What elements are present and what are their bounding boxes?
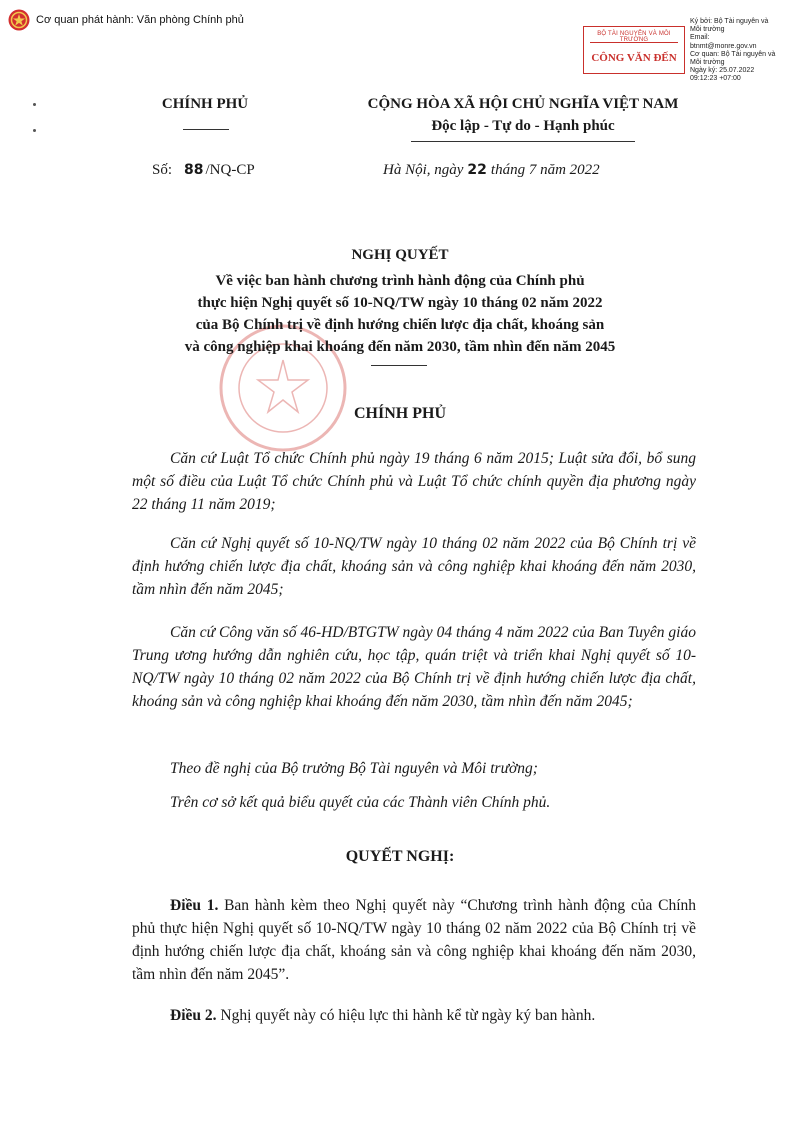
number-suffix: /NQ-CP xyxy=(205,162,255,178)
place-date xyxy=(383,162,600,179)
preamble-paragraph: Căn cứ Công văn số 46-HD/BTGTW ngày 04 tháng 4 năm 2022 của Ban Tuyên giáo Trung ương hướng dẫn nghiên cứu, học tập, quán triệt và triển khai Nghị quyết số 10-NQ/TW ngày 10 tháng 02 năm 2022 của Bộ Chính trị về định hướng chiến lược địa chất, khoáng sản và công nghiệp khai khoáng đến năm 2030, tầm nhìn đến năm 2045; xyxy=(132,624,696,710)
title-line: thực hiện Nghị quyết số 10-NQ/TW ngày 10 tháng 02 năm 2022 xyxy=(197,295,603,311)
place-suffix: tháng 7 năm 2022 xyxy=(490,162,600,178)
scan-speck xyxy=(33,103,36,106)
signature-line: Email: xyxy=(690,34,710,42)
digital-signature-info xyxy=(690,18,794,84)
issuer-label: Cơ quan phát hành: Văn phòng Chính phủ xyxy=(36,14,244,26)
signature-line: Ngày ký: 25.07.2022 xyxy=(690,67,755,75)
number-value: 88 xyxy=(184,162,204,178)
preamble-paragraph: Căn cứ Luật Tổ chức Chính phủ ngày 19 tháng 6 năm 2015; Luật sửa đổi, bổ sung một số điều của Luật Tổ chức Chính phủ và Luật Tổ chức chính quyền địa phương ngày 22 tháng 11 năm 2019; xyxy=(132,450,696,513)
agency-underline xyxy=(183,129,229,130)
article-text: Ban hành kèm theo Nghị quyết này “Chương trình hành động của Chính phủ thực hiện Nghị quyết số 10-NQ/TW ngày 10 tháng 02 năm 2022 của Bộ Chính trị về định hướng chiến lược địa chất, khoáng sản và công nghiệp khai khoáng đến năm 2030, tầm nhìn đến năm 2045”. xyxy=(132,897,696,983)
agency-name: CHÍNH PHỦ xyxy=(161,96,249,112)
document-type: NGHỊ QUYẾT xyxy=(351,247,449,263)
scan-speck xyxy=(33,129,36,132)
signature-line: Cơ quan: Bộ Tài nguyên và xyxy=(690,50,776,58)
title-underline xyxy=(371,365,427,366)
signature-line: Môi trường xyxy=(690,59,725,67)
document-title xyxy=(120,270,680,358)
national-motto: Độc lập - Tự do - Hạnh phúc xyxy=(431,118,615,134)
signature-line: Môi trường xyxy=(690,26,725,34)
decision-heading: QUYẾT NGHỊ: xyxy=(345,848,455,865)
number-prefix: Số: xyxy=(152,162,173,178)
title-line: và công nghiệp khai khoáng đến năm 2030, tầm nhìn đến năm 2045 xyxy=(184,339,616,355)
place-prefix: Hà Nội, ngày xyxy=(383,162,464,178)
signature-line: Ký bởi: Bộ Tài nguyên và xyxy=(690,18,769,25)
stamp-label: CÔNG VĂN ĐẾN xyxy=(591,52,677,64)
national-emblem-icon xyxy=(8,9,30,31)
article-1 xyxy=(132,894,696,986)
title-line: Về việc ban hành chương trình hành động của Chính phủ xyxy=(215,273,585,289)
day-value: 22 xyxy=(467,162,487,178)
preamble-paragraph: Trên cơ sở kết quả biểu quyết của các Thành viên Chính phủ. xyxy=(170,794,551,811)
article-label: Điều 2. xyxy=(170,1007,217,1024)
signature-line: 09:12:23 +07:00 xyxy=(690,75,741,83)
signature-line: btnmt@monre.gov.vn xyxy=(690,42,757,50)
stamp-organization: BỘ TÀI NGUYÊN VÀ MÔI TRƯỜNG xyxy=(597,31,671,43)
motto-underline xyxy=(411,141,635,142)
stamp-divider xyxy=(590,42,678,43)
country-name: CỘNG HÒA XÃ HỘI CHỦ NGHĨA VIỆT NAM xyxy=(367,96,679,112)
received-stamp xyxy=(583,26,685,74)
document-number xyxy=(152,162,255,179)
title-line: của Bộ Chính trị về định hướng chiến lược địa chất, khoáng sản xyxy=(195,317,605,333)
article-label: Điều 1. xyxy=(170,897,219,914)
preamble-paragraph: Căn cứ Nghị quyết số 10-NQ/TW ngày 10 tháng 02 năm 2022 của Bộ Chính trị về định hướng chiến lược địa chất, khoáng sản và công nghiệp khai khoáng đến năm 2030, tầm nhìn đến năm 2045; xyxy=(132,535,696,598)
preamble-paragraph: Theo đề nghị của Bộ trưởng Bộ Tài nguyên và Môi trường; xyxy=(170,760,538,777)
article-text: Nghị quyết này có hiệu lực thi hành kể từ ngày ký ban hành. xyxy=(220,1007,596,1024)
article-2 xyxy=(132,1004,696,1027)
issuing-authority: CHÍNH PHỦ xyxy=(354,405,446,422)
